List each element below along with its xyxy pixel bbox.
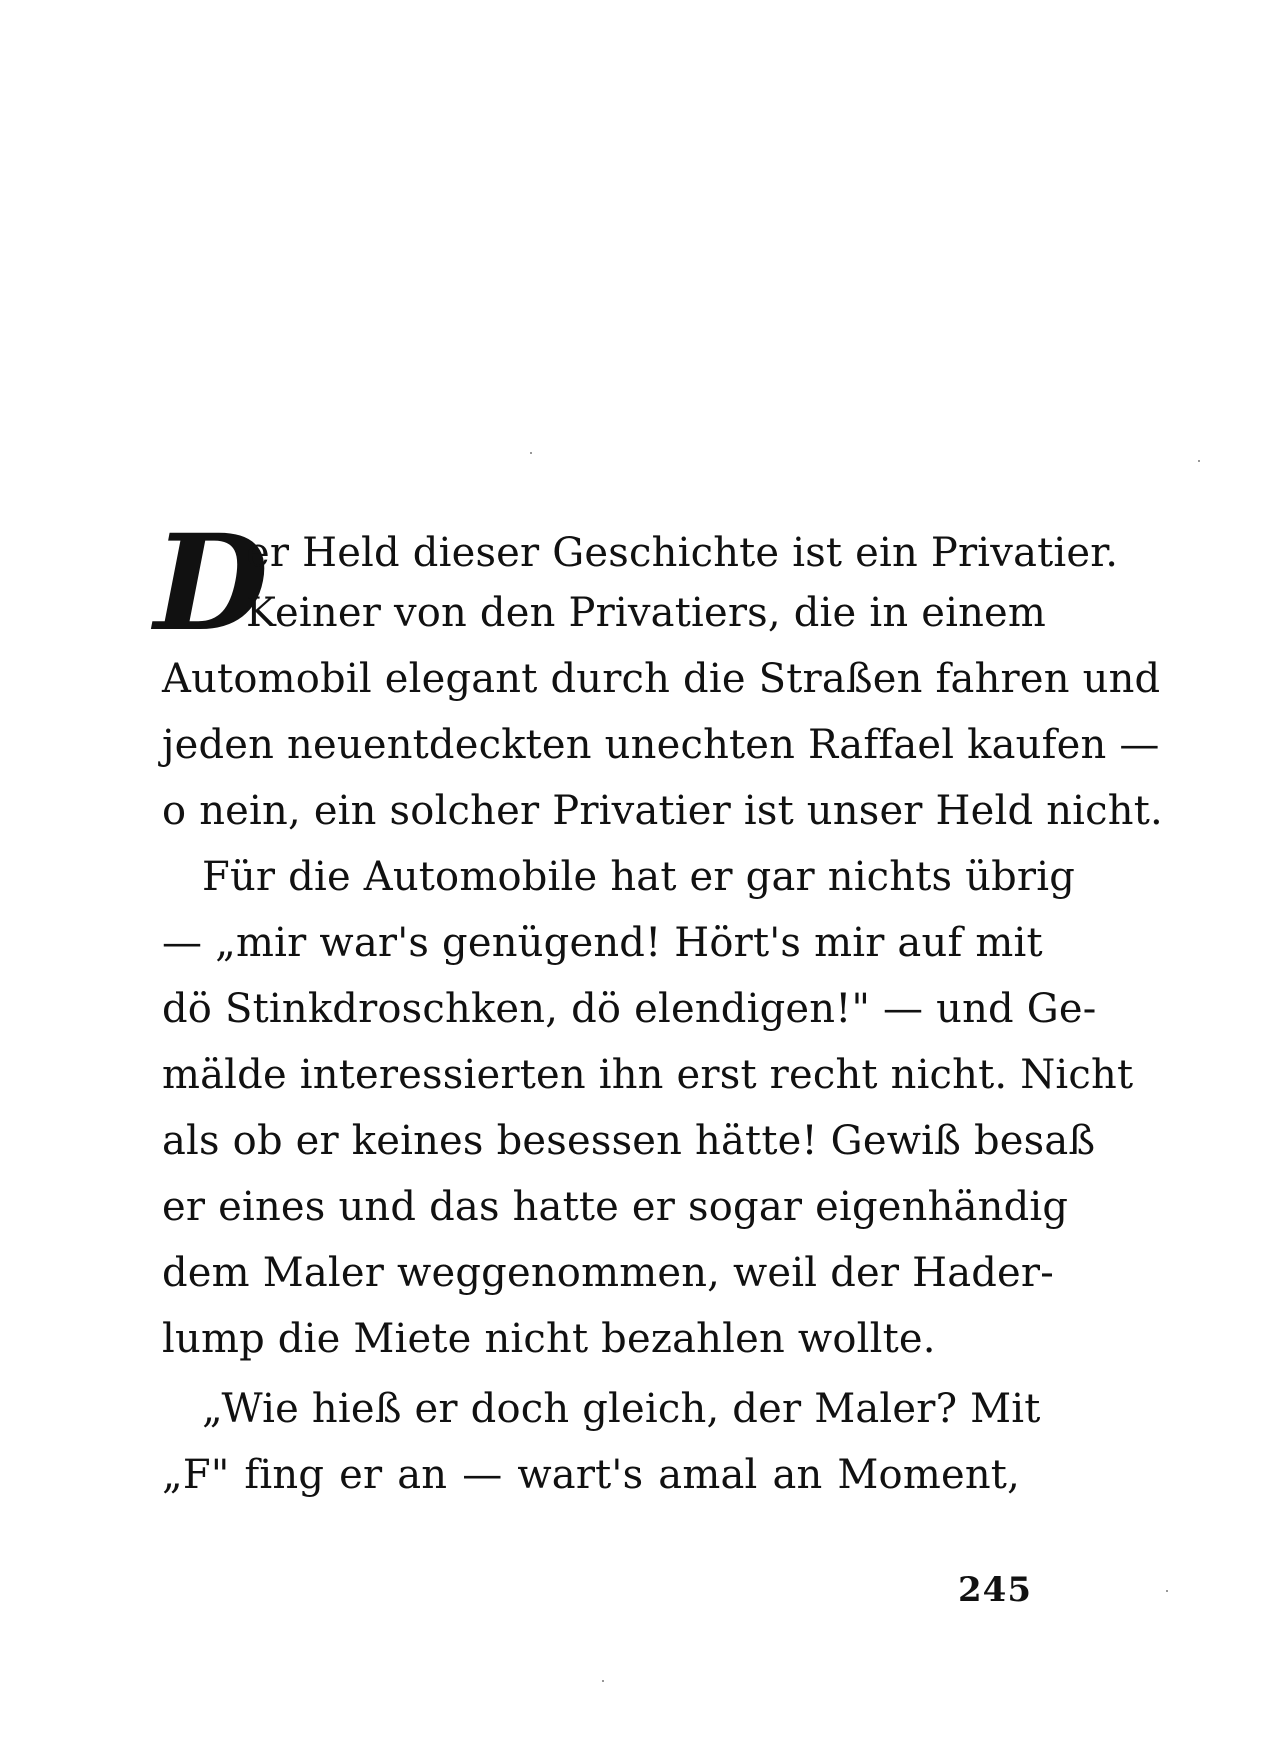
text-line: Automobil elegant durch die Straßen fahren und bbox=[162, 656, 1161, 702]
page-number: 245 bbox=[958, 1570, 1032, 1610]
text-line: jeden neuentdeckten unechten Raffael kaufen — bbox=[162, 722, 1160, 768]
text-line: „Wie hieß er doch gleich, der Maler? Mit bbox=[202, 1386, 1041, 1432]
text-line: Für die Automobile hat er gar nichts übrig bbox=[202, 854, 1076, 900]
text-line: als ob er keines besessen hätte! Gewiß besaß bbox=[162, 1118, 1096, 1164]
drop-cap-initial: D bbox=[154, 506, 269, 661]
text-line: Keiner von den Privatiers, die in einem bbox=[246, 590, 1047, 636]
text-line: er Held dieser Geschichte ist ein Privatier. bbox=[246, 530, 1119, 576]
scan-speck bbox=[1198, 460, 1200, 462]
text-line: — „mir war's genügend! Hört's mir auf mit bbox=[162, 920, 1043, 966]
text-line: er eines und das hatte er sogar eigenhändig bbox=[162, 1184, 1069, 1230]
scan-speck bbox=[602, 1680, 604, 1682]
text-line: dö Stinkdroschken, dö elendigen!" — und Ge- bbox=[162, 986, 1097, 1032]
text-line: dem Maler weggenommen, weil der Hader- bbox=[162, 1250, 1054, 1296]
scan-speck bbox=[1166, 1590, 1168, 1592]
text-line: mälde interessierten ihn erst recht nicht. Nicht bbox=[162, 1052, 1134, 1098]
text-line: o nein, ein solcher Privatier ist unser Held nicht. bbox=[162, 788, 1163, 834]
text-line: lump die Miete nicht bezahlen wollte. bbox=[162, 1316, 936, 1362]
scan-speck bbox=[530, 452, 532, 454]
text-line: „F" fing er an — wart's amal an Moment, bbox=[162, 1452, 1020, 1498]
